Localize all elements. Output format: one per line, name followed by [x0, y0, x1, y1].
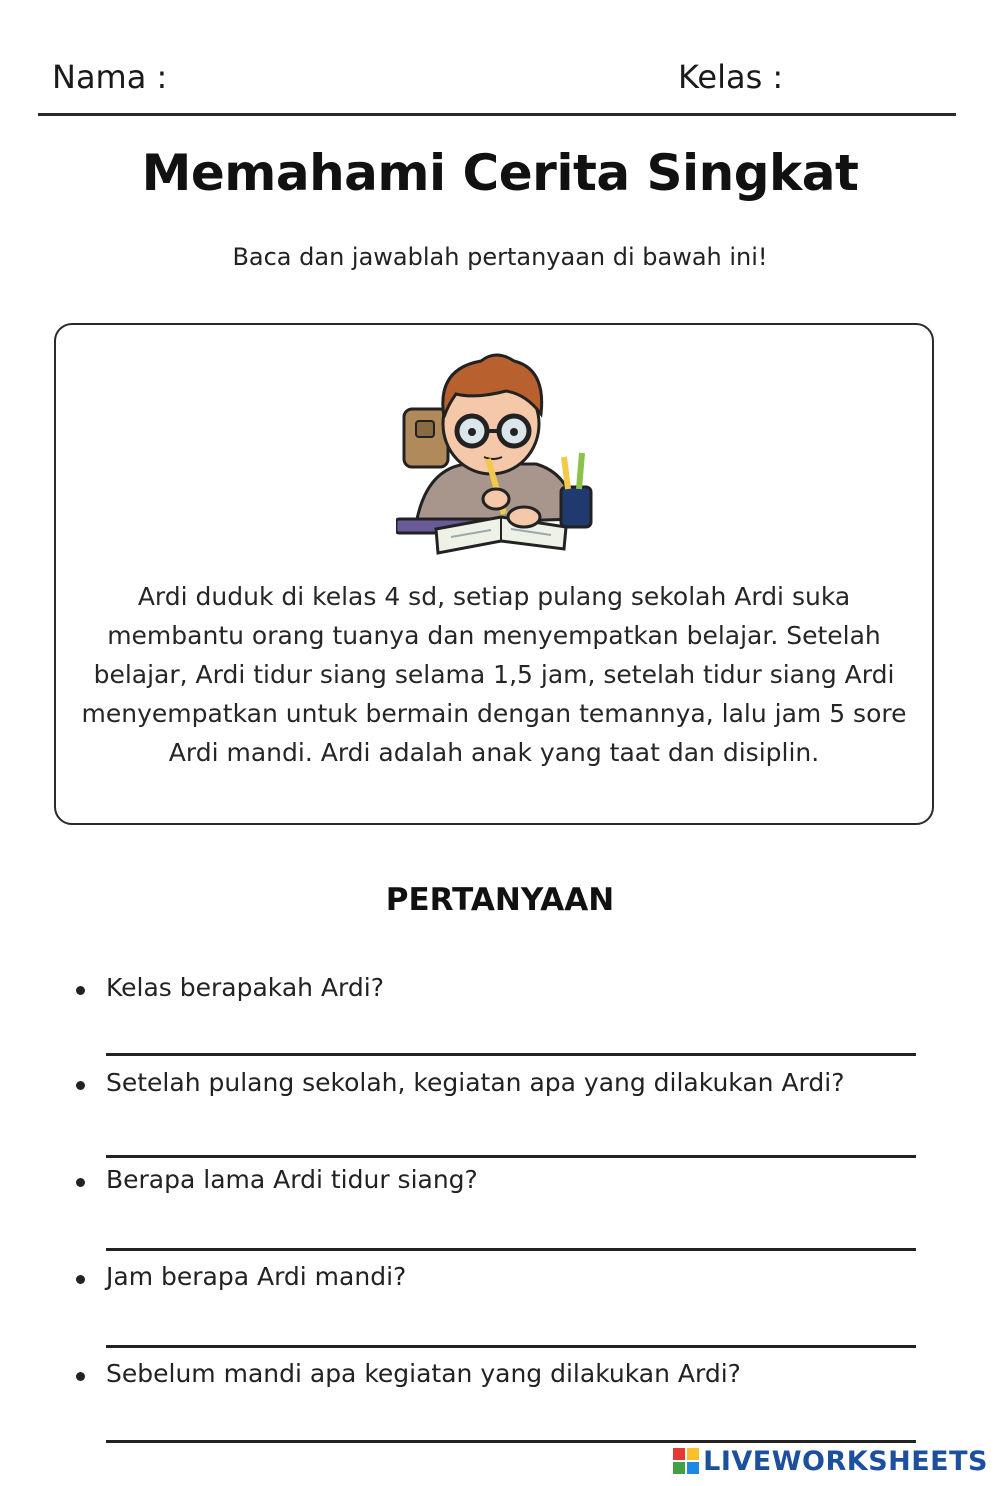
instruction-text: Baca dan jawablah pertanyaan di bawah ini! — [232, 243, 768, 271]
bullet-icon — [76, 1178, 85, 1187]
question-text: Sebelum mandi apa kegiatan yang dilakukan Ardi? — [106, 1359, 741, 1388]
story-text: Ardi duduk di kelas 4 sd, setiap pulang sekolah Ardi suka membantu orang tuanya dan menyempatkan belajar. Setelah belajar, Ardi tidur siang selama 1,5 jam, setelah tidur siang Ardi menyempatkan untuk bermain dengan temannya, lalu jam 5 sore Ardi mandi. Ardi adalah anak yang taat dan disiplin. — [81, 582, 907, 767]
bullet-icon — [76, 1275, 85, 1284]
nama-label: Nama : — [52, 58, 168, 96]
question-text: Kelas berapakah Ardi? — [106, 973, 384, 1002]
brand-name: LIVEWORKSHEETS — [703, 1445, 988, 1477]
brand-logo[interactable] — [673, 1444, 988, 1478]
question-text: Berapa lama Ardi tidur siang? — [106, 1165, 478, 1194]
question-item — [76, 1262, 936, 1352]
answer-line[interactable] — [106, 1345, 916, 1348]
questions-title: PERTANYAAN — [385, 882, 615, 918]
kelas-label: Kelas : — [678, 58, 784, 96]
answer-line[interactable] — [106, 1248, 916, 1251]
question-item — [76, 1359, 936, 1449]
bullet-icon — [76, 986, 85, 995]
bullet-icon — [76, 1081, 85, 1090]
story-box — [54, 323, 934, 825]
page-title: Memahami Cerita Singkat — [141, 144, 859, 202]
liveworksheets-logo-icon — [673, 1448, 699, 1474]
boy-studying-illustration — [396, 339, 606, 559]
bullet-icon — [76, 1372, 85, 1381]
question-item — [76, 1165, 936, 1255]
question-text: Setelah pulang sekolah, kegiatan apa yang dilakukan Ardi? — [106, 1068, 845, 1097]
question-item — [76, 1068, 936, 1163]
answer-line[interactable] — [106, 1053, 916, 1056]
answer-line[interactable] — [106, 1155, 916, 1158]
question-text: Jam berapa Ardi mandi? — [106, 1262, 407, 1291]
answer-line[interactable] — [106, 1440, 916, 1443]
question-item — [76, 973, 936, 1063]
header-rule — [38, 113, 956, 116]
